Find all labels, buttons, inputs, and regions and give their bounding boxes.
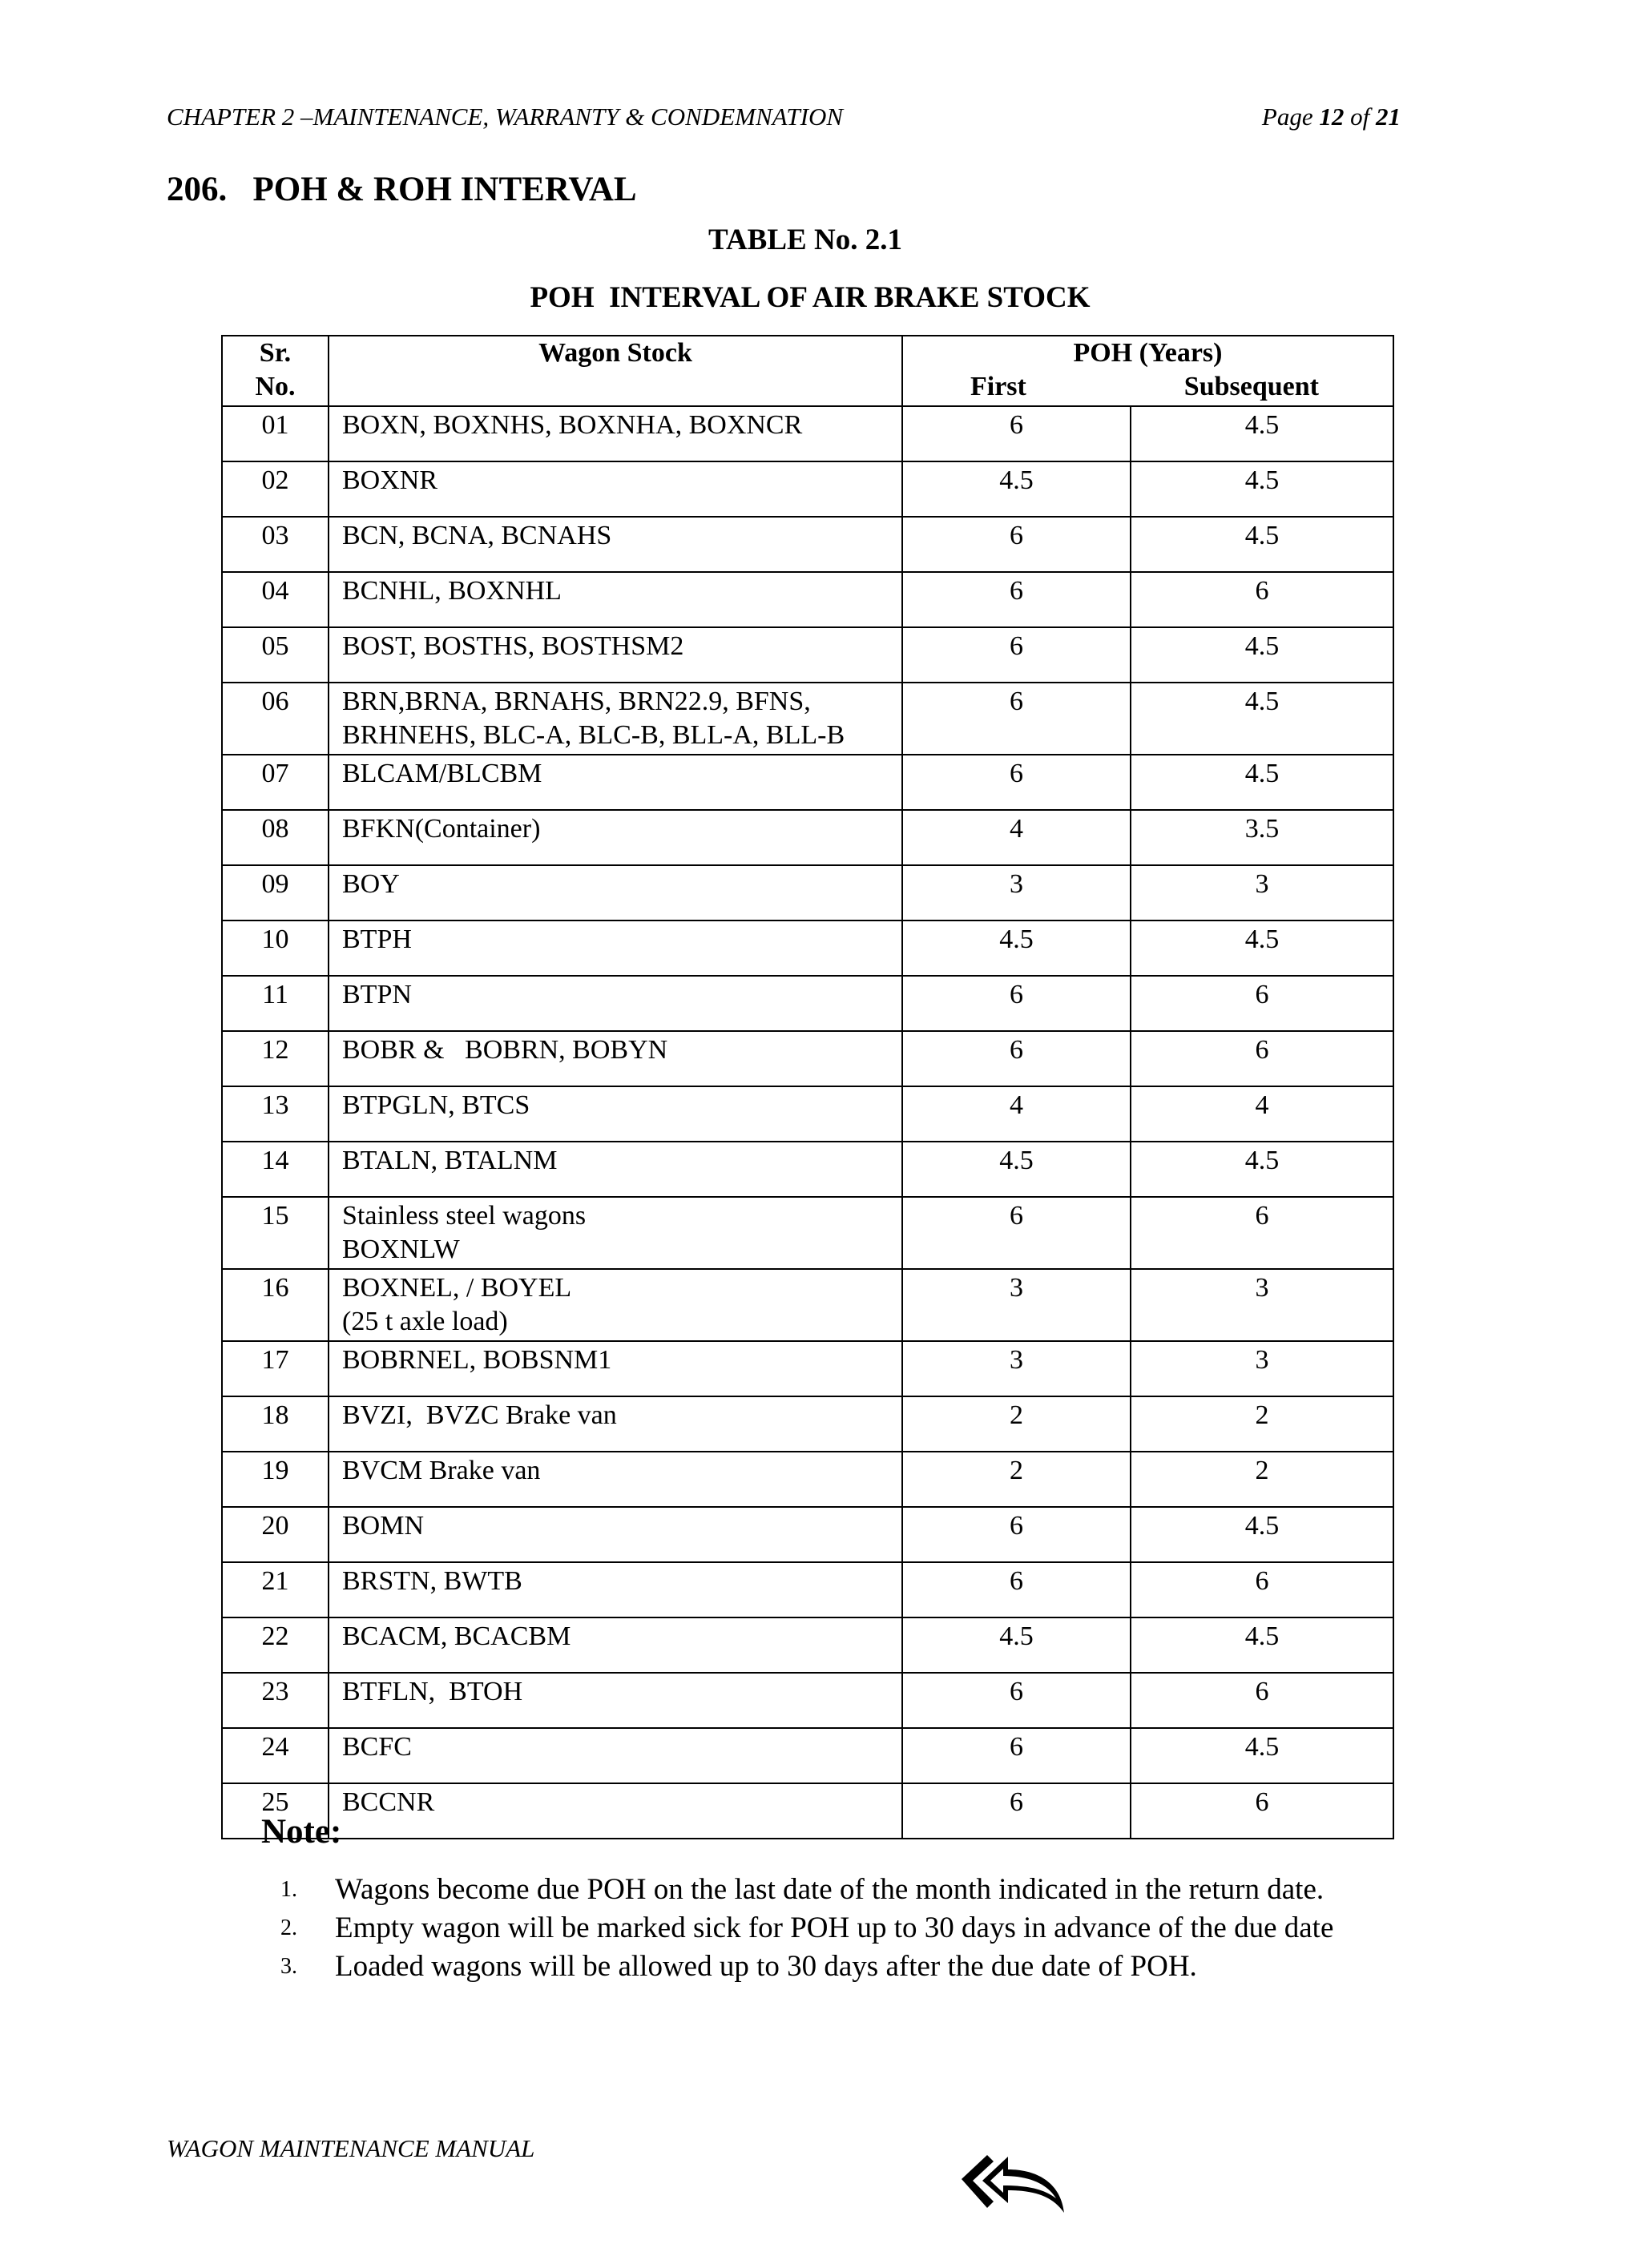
page-header — [167, 103, 1401, 138]
wagon-stock-cell: BOBRNEL, BOBSNM1 — [329, 1341, 902, 1396]
poh-subsequent-cell: 3 — [1131, 1269, 1393, 1341]
poh-subsequent-cell: 6 — [1131, 1562, 1393, 1617]
page-number — [1262, 103, 1401, 131]
note-text: Empty wagon will be marked sick for POH up to 30 days in advance of the due date — [335, 1911, 1334, 1944]
wagon-stock-cell: BTPH — [329, 920, 902, 976]
poh-interval-table — [221, 335, 1394, 1839]
table-row — [222, 1142, 1393, 1197]
footer-manual-title: WAGON MAINTENANCE MANUAL — [167, 2134, 535, 2162]
poh-first-cell: 4.5 — [902, 461, 1131, 517]
sr-no-cell: 04 — [222, 572, 329, 627]
poh-first-cell: 6 — [902, 1783, 1131, 1839]
poh-first-cell: 3 — [902, 865, 1131, 920]
sr-no-cell: 11 — [222, 976, 329, 1031]
poh-subsequent-cell: 2 — [1131, 1452, 1393, 1507]
wagon-stock-cell: BOXNR — [329, 461, 902, 517]
table-row — [222, 920, 1393, 976]
poh-first-cell: 4.5 — [902, 920, 1131, 976]
poh-years-label: POH (Years) — [1073, 338, 1223, 368]
wagon-stock-cell: BCNHL, BOXNHL — [329, 572, 902, 627]
poh-first-cell: 6 — [902, 627, 1131, 683]
first-header: First — [970, 372, 1026, 401]
sr-header-line2: No. — [255, 372, 296, 401]
chapter-title: CHAPTER 2 –MAINTENANCE, WARRANTY & CONDEMNATION — [167, 103, 844, 131]
poh-subsequent-cell: 2 — [1131, 1396, 1393, 1452]
poh-first-cell: 6 — [902, 976, 1131, 1031]
table-row — [222, 1086, 1393, 1142]
poh-first-cell: 6 — [902, 1197, 1131, 1269]
wagon-stock-cell: BVZI, BVZC Brake van — [329, 1396, 902, 1452]
poh-years-header — [902, 336, 1393, 406]
poh-subsequent-cell: 6 — [1131, 1783, 1393, 1839]
wagon-stock-cell: BCFC — [329, 1728, 902, 1783]
wagon-stock-cell: BOY — [329, 865, 902, 920]
table-row — [222, 1562, 1393, 1617]
sr-no-cell: 07 — [222, 755, 329, 810]
sr-no-cell: 12 — [222, 1031, 329, 1086]
table-row — [222, 1197, 1393, 1269]
sr-no-cell: 14 — [222, 1142, 329, 1197]
sr-no-cell: 02 — [222, 461, 329, 517]
wagon-stock-cell: BVCM Brake van — [329, 1452, 902, 1507]
poh-first-cell: 6 — [902, 572, 1131, 627]
poh-subsequent-cell: 4.5 — [1131, 1617, 1393, 1673]
poh-subsequent-cell: 6 — [1131, 1031, 1393, 1086]
wagon-stock-cell: BTALN, BTALNM — [329, 1142, 902, 1197]
table-row — [222, 1396, 1393, 1452]
table-row — [222, 517, 1393, 572]
page-of: of — [1344, 103, 1376, 131]
sr-no-cell: 06 — [222, 683, 329, 755]
table-row — [222, 1617, 1393, 1673]
poh-subsequent-cell: 4.5 — [1131, 517, 1393, 572]
poh-subsequent-cell: 4.5 — [1131, 627, 1393, 683]
poh-first-cell: 4 — [902, 1086, 1131, 1142]
note-number: 3. — [280, 1954, 297, 1979]
wagon-stock-cell: BCCNR — [329, 1783, 902, 1839]
poh-first-cell: 4.5 — [902, 1617, 1131, 1673]
poh-subsequent-cell: 6 — [1131, 1673, 1393, 1728]
subsequent-header: Subsequent — [1183, 372, 1319, 401]
sr-no-cell: 16 — [222, 1269, 329, 1341]
table-row — [222, 755, 1393, 810]
page-prefix: Page — [1261, 103, 1320, 131]
wagon-stock-cell: BTPN — [329, 976, 902, 1031]
poh-first-cell: 6 — [902, 517, 1131, 572]
table-row — [222, 1783, 1393, 1839]
sr-no-cell: 05 — [222, 627, 329, 683]
table-row — [222, 1341, 1393, 1396]
poh-first-cell: 4 — [902, 810, 1131, 865]
sr-no-cell: 08 — [222, 810, 329, 865]
wagon-stock-cell: Stainless steel wagons BOXNLW — [329, 1197, 902, 1269]
sr-no-cell: 15 — [222, 1197, 329, 1269]
sr-no-cell: 20 — [222, 1507, 329, 1562]
poh-first-cell: 3 — [902, 1341, 1131, 1396]
poh-subsequent-cell: 3 — [1131, 1341, 1393, 1396]
poh-subsequent-cell: 3 — [1131, 865, 1393, 920]
poh-subsequent-cell: 4.5 — [1131, 1507, 1393, 1562]
poh-subsequent-cell: 6 — [1131, 1197, 1393, 1269]
table-row — [222, 810, 1393, 865]
page-total: 21 — [1376, 103, 1401, 131]
poh-first-cell: 6 — [902, 406, 1131, 461]
table-row — [222, 1507, 1393, 1562]
poh-first-cell: 3 — [902, 1269, 1131, 1341]
sr-no-cell: 25 — [222, 1783, 329, 1839]
poh-first-cell: 6 — [902, 755, 1131, 810]
poh-subsequent-cell: 4.5 — [1131, 755, 1393, 810]
table-header-row — [222, 336, 1393, 406]
poh-subsequent-cell: 6 — [1131, 572, 1393, 627]
wagon-stock-cell: BTPGLN, BTCS — [329, 1086, 902, 1142]
note-text: Wagons become due POH on the last date of the month indicated in the return date. — [335, 1873, 1324, 1906]
wagon-stock-cell: BRSTN, BWTB — [329, 1562, 902, 1617]
table-row — [222, 1452, 1393, 1507]
table-row — [222, 865, 1393, 920]
poh-first-cell: 2 — [902, 1452, 1131, 1507]
note-number: 1. — [280, 1877, 297, 1902]
note-text: Loaded wagons will be allowed up to 30 days after the due date of POH. — [335, 1950, 1197, 1983]
poh-first-cell: 2 — [902, 1396, 1131, 1452]
poh-subsequent-cell: 4.5 — [1131, 406, 1393, 461]
sr-no-cell: 03 — [222, 517, 329, 572]
sr-no-cell: 01 — [222, 406, 329, 461]
table-row — [222, 1269, 1393, 1341]
table-row — [222, 406, 1393, 461]
note-heading: Note: — [261, 1813, 342, 1851]
poh-subsequent-cell: 4.5 — [1131, 920, 1393, 976]
sr-no-cell: 18 — [222, 1396, 329, 1452]
note-number: 2. — [280, 1916, 297, 1940]
wagon-stock-cell: BTFLN, BTOH — [329, 1673, 902, 1728]
poh-first-cell: 4.5 — [902, 1142, 1131, 1197]
wagon-stock-header: Wagon Stock — [329, 336, 902, 406]
wagon-stock-cell: BOXN, BOXNHS, BOXNHA, BOXNCR — [329, 406, 902, 461]
poh-first-cell: 6 — [902, 1507, 1131, 1562]
sr-no-cell: 23 — [222, 1673, 329, 1728]
poh-first-cell: 6 — [902, 1673, 1131, 1728]
sr-no-cell: 13 — [222, 1086, 329, 1142]
wagon-stock-cell: BOXNEL, / BOYEL (25 t axle load) — [329, 1269, 902, 1341]
back-arrow-icon[interactable] — [958, 2152, 1067, 2216]
sr-no-cell: 24 — [222, 1728, 329, 1783]
poh-subsequent-cell: 6 — [1131, 976, 1393, 1031]
wagon-stock-cell: BRN,BRNA, BRNAHS, BRN22.9, BFNS, BRHNEHS, BLC-A, BLC-B, BLL-A, BLL-B — [329, 683, 902, 755]
poh-subsequent-cell: 4.5 — [1131, 1142, 1393, 1197]
poh-subsequent-cell: 4.5 — [1131, 1728, 1393, 1783]
sr-no-cell: 09 — [222, 865, 329, 920]
poh-subsequent-cell: 3.5 — [1131, 810, 1393, 865]
poh-subsequent-cell: 4 — [1131, 1086, 1393, 1142]
page-current: 12 — [1319, 103, 1345, 131]
table-row — [222, 683, 1393, 755]
table-row — [222, 1673, 1393, 1728]
wagon-stock-cell: BOBR & BOBRN, BOBYN — [329, 1031, 902, 1086]
poh-subsequent-cell: 4.5 — [1131, 683, 1393, 755]
wagon-stock-cell: BCACM, BCACBM — [329, 1617, 902, 1673]
table-row — [222, 461, 1393, 517]
wagon-stock-cell: BOST, BOSTHS, BOSTHSM2 — [329, 627, 902, 683]
wagon-stock-cell: BCN, BCNA, BCNAHS — [329, 517, 902, 572]
sr-no-cell: 17 — [222, 1341, 329, 1396]
table-row — [222, 572, 1393, 627]
sr-no-cell: 22 — [222, 1617, 329, 1673]
table-row — [222, 627, 1393, 683]
wagon-stock-cell: BLCAM/BLCBM — [329, 755, 902, 810]
table-row — [222, 1728, 1393, 1783]
poh-first-cell: 6 — [902, 1728, 1131, 1783]
sr-no-cell: 19 — [222, 1452, 329, 1507]
poh-first-cell: 6 — [902, 1031, 1131, 1086]
sr-no-header — [222, 336, 329, 406]
table-row — [222, 976, 1393, 1031]
table-body — [222, 406, 1393, 1839]
sr-no-cell: 10 — [222, 920, 329, 976]
poh-subsequent-cell: 4.5 — [1131, 461, 1393, 517]
poh-first-cell: 6 — [902, 1562, 1131, 1617]
sr-header-line1: Sr. — [259, 338, 292, 368]
table-row — [222, 1031, 1393, 1086]
wagon-stock-cell: BOMN — [329, 1507, 902, 1562]
poh-first-cell: 6 — [902, 683, 1131, 755]
sr-no-cell: 21 — [222, 1562, 329, 1617]
table-title: POH INTERVAL OF AIR BRAKE STOCK — [530, 281, 1091, 314]
wagon-stock-cell: BFKN(Container) — [329, 810, 902, 865]
section-title: 206. POH & ROH INTERVAL — [167, 171, 637, 208]
table-number: TABLE No. 2.1 — [708, 224, 902, 256]
